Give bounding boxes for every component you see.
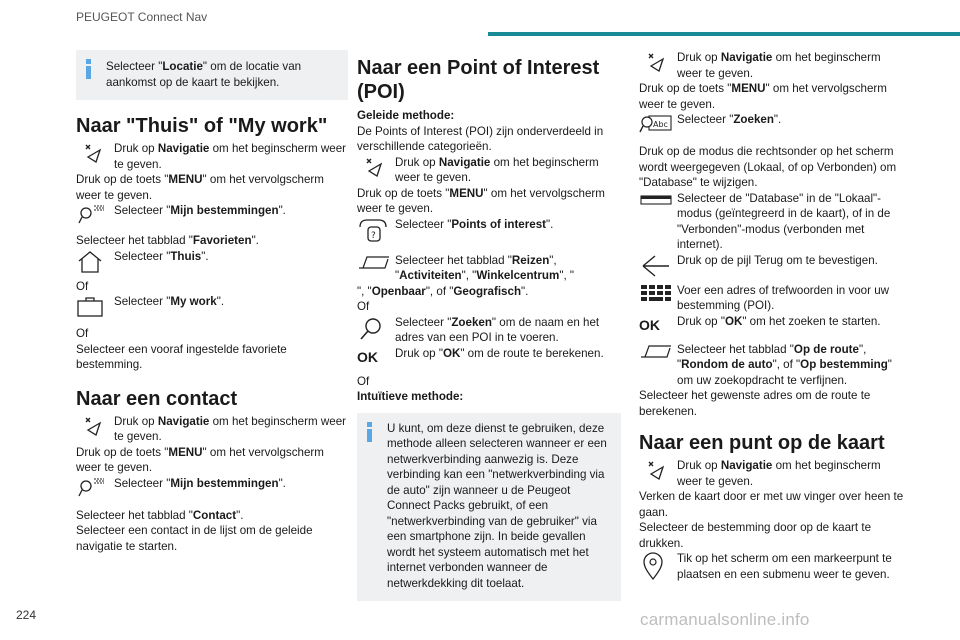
page-number: 224 bbox=[16, 608, 37, 622]
location-pin-icon bbox=[639, 551, 675, 581]
step-navigation: Druk op Navigatie om het beginscherm weer te geven. bbox=[76, 141, 348, 172]
ok-icon: OK bbox=[357, 348, 378, 365]
column-3 bbox=[639, 50, 905, 582]
paragraph: Druk op de toets "MENU" om het vervolgscherm weer te geven. bbox=[639, 82, 887, 111]
poi-icon bbox=[357, 217, 393, 243]
step-navigation: Druk op Navigatie om het beginscherm weer te geven. bbox=[76, 414, 348, 445]
step-text: Selecteer "Thuis". bbox=[114, 249, 209, 263]
step-keyboard: Voer een adres of trefwoorden in voor uw bestemming (POI). bbox=[639, 283, 905, 314]
step-search: Selecteer "Zoeken" om de naam en het adres van een POI in te voeren. bbox=[357, 315, 621, 346]
paragraph: ", "Openbaar", of "Geografisch". bbox=[357, 284, 529, 298]
paragraph: Selecteer een vooraf ingestelde favoriete bestemming. bbox=[76, 342, 287, 371]
or-text: Of bbox=[76, 327, 89, 340]
column-1 bbox=[76, 50, 348, 554]
paragraph: Selecteer een contact in de lijst om de geleide navigatie te starten. bbox=[76, 524, 313, 553]
svg-text:Abc: Abc bbox=[653, 120, 668, 129]
svg-text:?: ? bbox=[371, 230, 376, 241]
navigation-icon bbox=[357, 155, 393, 177]
step-points-of-interest: ? Selecteer "Points of interest". bbox=[357, 217, 621, 243]
section-heading-home-work: Naar "Thuis" of "My work" bbox=[76, 115, 328, 137]
step-my-work: Selecteer "My work". bbox=[76, 294, 348, 316]
abc-search-icon bbox=[639, 112, 675, 138]
step-home bbox=[76, 249, 348, 271]
navigation-icon bbox=[76, 414, 112, 436]
paragraph: Druk op de toets "MENU" om het vervolgscherm weer te geven. bbox=[76, 445, 324, 474]
paragraph: Selecteer het tabblad "Contact". bbox=[76, 508, 244, 522]
section-heading-map-point: Naar een punt op de kaart bbox=[639, 432, 885, 454]
step-my-destinations: Selecteer "Mijn bestemmingen". bbox=[76, 476, 348, 498]
briefcase-icon bbox=[76, 294, 112, 316]
map-pin-icon bbox=[76, 476, 112, 498]
home-icon bbox=[76, 249, 112, 271]
section-heading-contact: Naar een contact bbox=[76, 387, 238, 410]
step-navigation: Druk op Navigatie om het beginscherm weer te geven. bbox=[639, 50, 905, 81]
tab-icon bbox=[639, 342, 675, 364]
subheading-intuitive: Intuïtieve methode: bbox=[357, 390, 464, 403]
tab-icon bbox=[357, 253, 393, 275]
step-navigation: Druk op Navigatie om het beginscherm weer te geven. bbox=[357, 155, 621, 186]
navigation-icon bbox=[76, 141, 112, 163]
info-icon bbox=[86, 59, 91, 79]
or-text: Of bbox=[357, 374, 370, 388]
info-icon bbox=[367, 422, 372, 442]
step-navigation: Druk op Navigatie om het beginscherm weer te geven. bbox=[639, 458, 905, 489]
paragraph: Selecteer het tabblad "Favorieten". bbox=[76, 234, 259, 247]
search-icon bbox=[357, 315, 393, 343]
column-2 bbox=[357, 50, 621, 601]
step-search: Abc Selecteer "Zoeken". bbox=[639, 112, 905, 138]
ok-icon: OK bbox=[639, 316, 660, 333]
step-marker: Tik op het scherm om een markeerpunt te plaatsen en een submenu weer te geven. bbox=[639, 551, 905, 582]
section-heading-poi: Naar een Point of Interest (POI) bbox=[357, 57, 600, 103]
info-note: U kunt, om deze dienst te gebruiken, deze methode alleen selecteren wanneer er een netwerkverbinding aanwezig is. Deze verbinding kan een "netwerkverbinding via de auto" zijn wanneer u de Peugeot Connect Packs gebruikt, of een "netwerkverbinding van de gebruiker" via een smartphone zijn. In beide gevallen wordt het systeem automatisch met het internet verbonden wanneer de netwerkdekking dit toelaat. bbox=[357, 413, 621, 602]
step-database: Selecteer de "Database" in de "Lokaal"-modus (geïntegreerd in de kaart), of in de "Verbonden"-modus (verbonden met internet). bbox=[639, 191, 905, 253]
step-my-destinations: Selecteer "Mijn bestemmingen". bbox=[76, 203, 348, 225]
toggle-icon bbox=[639, 191, 675, 213]
step-tabs: Selecteer het tabblad "Reizen", "Activiteiten", "Winkelcentrum", " bbox=[357, 253, 621, 284]
watermark: carmanualsonline.info bbox=[640, 610, 810, 629]
navigation-icon bbox=[639, 458, 675, 480]
paragraph: De Points of Interest (POI) zijn onderverdeeld in verschillende categorieën. bbox=[357, 124, 604, 153]
map-pin-icon bbox=[76, 203, 112, 225]
or-text: Of bbox=[76, 279, 89, 293]
step-tabs: Selecteer het tabblad "Op de route", "Rondom de auto", of "Op bestemming" om uw zoekopdracht te verfijnen. bbox=[639, 342, 905, 389]
paragraph: Druk op de toets "MENU" om het vervolgscherm weer te geven. bbox=[76, 173, 324, 202]
paragraph: Selecteer het gewenste adres om de route te berekenen. bbox=[639, 389, 871, 418]
keyboard-icon bbox=[639, 283, 675, 305]
or-text: Of bbox=[357, 300, 370, 313]
paragraph: Druk op de toets "MENU" om het vervolgscherm weer te geven. bbox=[357, 186, 605, 215]
info-note: Selecteer "Locatie" om de locatie van aankomst op de kaart te bekijken. bbox=[76, 50, 348, 100]
header-accent-bar bbox=[488, 32, 960, 36]
subheading-guided: Geleide methode: bbox=[357, 109, 455, 122]
paragraph: Selecteer de bestemming door op de kaart te drukken. bbox=[639, 521, 872, 550]
step-ok: OK Druk op "OK" om de route te berekenen. bbox=[357, 346, 604, 365]
running-header: PEUGEOT Connect Nav bbox=[76, 10, 208, 24]
navigation-icon bbox=[639, 50, 675, 72]
step-back: Druk op de pijl Terug om te bevestigen. bbox=[639, 253, 905, 279]
back-arrow-icon bbox=[639, 253, 675, 279]
paragraph: Verken de kaart door er met uw vinger over heen te gaan. bbox=[639, 490, 904, 519]
step-ok: OK Druk op "OK" om het zoeken te starten. bbox=[639, 314, 881, 333]
paragraph: Druk op de modus die rechtsonder op het scherm wordt weergegeven (Lokaal, of op Verbonden) om "Database" te wijzigen. bbox=[639, 145, 897, 189]
